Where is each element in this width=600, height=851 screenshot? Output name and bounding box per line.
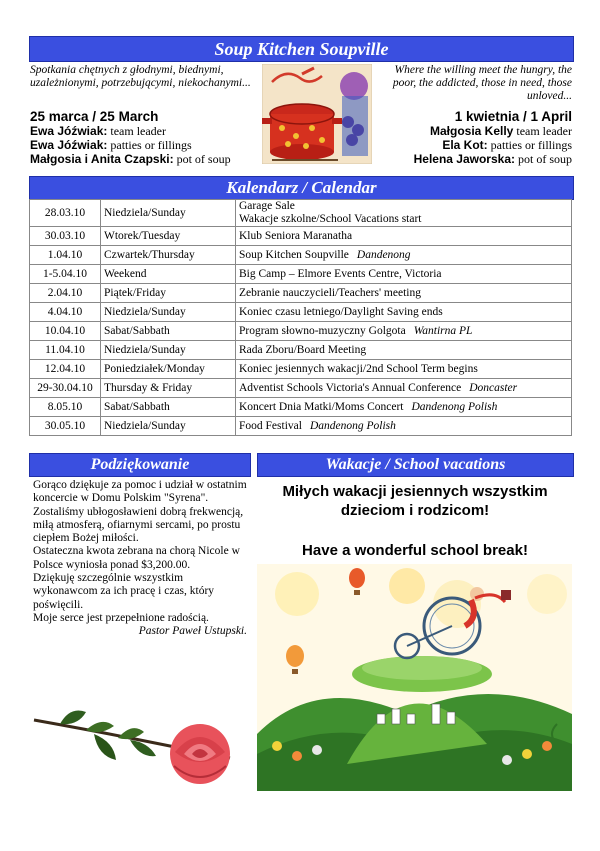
event-date: 8.05.10 <box>30 398 101 417</box>
event-name: Adventist Schools Victoria's Annual Conference <box>239 381 462 394</box>
table-row <box>30 398 572 417</box>
event-location: Dandenong Polish <box>411 400 498 413</box>
team-row <box>414 152 572 166</box>
vacation-illustration <box>257 564 572 791</box>
event-description <box>236 246 572 265</box>
team-member-role: team leader <box>110 124 167 138</box>
event-location: Wantirna PL <box>413 324 473 337</box>
team-member-name: Małgosia Kelly <box>429 124 514 138</box>
vacation-banner <box>257 453 574 477</box>
event-name: Soup Kitchen Soupville <box>239 248 349 261</box>
event-date: 11.04.10 <box>30 341 101 360</box>
table-row <box>30 227 572 246</box>
event-day: Niedziela/Sunday <box>101 303 236 322</box>
table-row <box>30 322 572 341</box>
intro-english: Where the willing meet the hungry, the poor, the addicted, those in need, those unloved... <box>392 64 572 102</box>
event-day: Niedziela/Sunday <box>101 341 236 360</box>
team-member-name: Ewa Jóźwiak: <box>30 138 108 152</box>
event-date: 1-5.04.10 <box>30 265 101 284</box>
event-description <box>236 379 572 398</box>
table-row <box>30 246 572 265</box>
team-row <box>30 152 231 166</box>
table-row <box>30 417 572 436</box>
intro-polish: Spotkania chętnych z głodnymi, biednymi, uzależnionymi, potrzebującymi, niekochanymi... <box>30 64 251 89</box>
event-name: Rada Zboru/Board Meeting <box>239 343 367 356</box>
table-row <box>30 265 572 284</box>
event-description <box>236 303 572 322</box>
event-day: Sabat/Sabbath <box>101 398 236 417</box>
event-day: Niedziela/Sunday <box>101 200 236 227</box>
event-name-2: Wakacje szkolne/School Vacations start <box>239 213 422 225</box>
event-location: Doncaster <box>469 381 518 394</box>
event-description <box>236 360 572 379</box>
event-day: Weekend <box>101 265 236 284</box>
team-member-role: pot of soup <box>518 152 572 166</box>
team-row <box>414 124 572 138</box>
event-date: 30.05.10 <box>30 417 101 436</box>
event-date: 1.04.10 <box>30 246 101 265</box>
thanks-banner <box>29 453 251 477</box>
event-description <box>236 398 572 417</box>
table-row <box>30 360 572 379</box>
event-day: Poniedziałek/Monday <box>101 360 236 379</box>
team-member-role: team leader <box>516 124 572 138</box>
event-day: Thursday & Friday <box>101 379 236 398</box>
event-description <box>236 341 572 360</box>
event-location: Dandenong Polish <box>309 419 396 432</box>
date-april: 1 kwietnia / 1 April <box>454 109 572 124</box>
soup-kitchen-banner <box>29 36 574 62</box>
calendar-table <box>29 199 572 436</box>
event-day: Wtorek/Tuesday <box>101 227 236 246</box>
calendar-title: Kalendarz / Calendar <box>226 178 377 197</box>
team-member-role: pot of soup <box>176 152 231 166</box>
team-member-role: patties or fillings <box>110 138 192 152</box>
event-name: Koncert Dnia Matki/Moms Concert <box>239 400 404 413</box>
event-date: 2.04.10 <box>30 284 101 303</box>
event-location: Dandenong <box>356 248 411 261</box>
thanks-text <box>33 479 247 639</box>
rose-illustration <box>30 700 252 790</box>
event-day: Niedziela/Sunday <box>101 417 236 436</box>
event-name: Food Festival <box>239 419 302 432</box>
team-march <box>30 124 231 166</box>
team-member-name: Małgosia i Anita Czapski: <box>30 152 174 166</box>
event-description <box>236 417 572 436</box>
team-member-name: Ela Kot: <box>442 138 488 152</box>
team-row <box>414 138 572 152</box>
table-row <box>30 200 572 227</box>
event-date: 4.04.10 <box>30 303 101 322</box>
event-day: Sabat/Sabbath <box>101 322 236 341</box>
event-date: 30.03.10 <box>30 227 101 246</box>
signature: Pastor Paweł Ustupski. <box>138 625 247 638</box>
event-day: Czwartek/Thursday <box>101 246 236 265</box>
event-name: Big Camp – Elmore Events Centre, Victoria <box>239 267 442 280</box>
table-row <box>30 284 572 303</box>
event-description <box>236 265 572 284</box>
event-date: 29-30.04.10 <box>30 379 101 398</box>
calendar-banner <box>29 176 574 200</box>
event-description <box>236 227 572 246</box>
thanks-paragraph: Gorąco dziękuje za pomoc i udział w ostatnim koncercie w Domu Polskim "Syrena". <box>33 479 247 505</box>
thanks-paragraph: Moje serce jest przepełnione radością. <box>33 611 209 624</box>
vacation-message-english: Have a wonderful school break! <box>302 542 528 559</box>
table-row <box>30 341 572 360</box>
event-name: Klub Seniora Maranatha <box>239 229 353 242</box>
event-day: Piątek/Friday <box>101 284 236 303</box>
event-name: Zebranie nauczycieli/Teachers' meeting <box>239 286 421 299</box>
event-date: 28.03.10 <box>30 200 101 227</box>
team-row <box>30 138 231 152</box>
vacation-message-polish: Miłych wakacji jesiennych wszystkim dzieciom i rodzicom! <box>282 483 548 519</box>
team-member-name: Helena Jaworska: <box>413 152 515 166</box>
date-march: 25 marca / 25 March <box>30 109 159 124</box>
thanks-paragraph: Ostateczna kwota zebrana na chorą Nicole w Polsce wyniosła ponad $3,200.00. <box>33 545 240 571</box>
event-description <box>236 322 572 341</box>
event-name: Koniec jesiennych wakacji/2nd School Term begins <box>239 362 478 375</box>
table-row <box>30 379 572 398</box>
vacation-title: Wakacje / School vacations <box>325 456 506 473</box>
thanks-title: Podziękowanie <box>90 456 190 473</box>
team-member-role: patties or fillings <box>490 138 572 152</box>
event-name: Program słowno-muzyczny Golgota <box>239 324 406 337</box>
event-description <box>236 284 572 303</box>
event-name: Koniec czasu letniego/Daylight Saving ends <box>239 305 443 318</box>
soup-kitchen-title: Soup Kitchen Soupville <box>214 39 389 59</box>
event-description <box>236 200 572 227</box>
thanks-paragraph: Zostaliśmy ubłogosławieni dobrą frekwencją, miłą atmosferą, ofiarnymi sercami, po prostu ciepłem Bożej miłości. <box>33 505 244 545</box>
event-name: Garage Sale <box>239 200 295 212</box>
team-member-name: Ewa Jóźwiak: <box>30 124 108 138</box>
thanks-paragraph: Dziękuję szczególnie wszystkim wykonawcom za ich pracę i czas, który poświęcili. <box>33 572 215 611</box>
event-date: 10.04.10 <box>30 322 101 341</box>
soup-pot-illustration <box>262 64 372 164</box>
team-row <box>30 124 231 138</box>
event-date: 12.04.10 <box>30 360 101 379</box>
table-row <box>30 303 572 322</box>
team-april <box>414 124 572 166</box>
